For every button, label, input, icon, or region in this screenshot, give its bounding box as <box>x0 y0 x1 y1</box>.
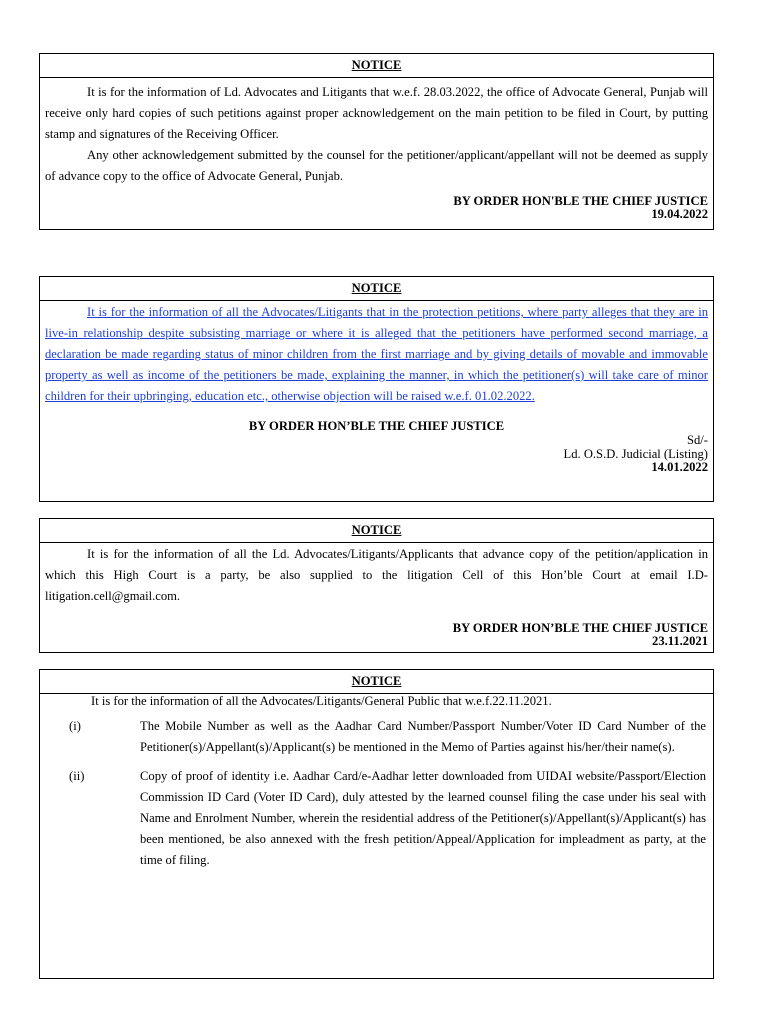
signature-sd: Sd/- <box>687 433 708 447</box>
notice-date: 14.01.2022 <box>651 460 708 474</box>
notice-paragraph-link[interactable]: It is for the information of all the Advocates/Litigants that in the protection petitions, where party alleges that they are in live-in relationship despite subsisting marriage or where it is alleged that the petitioners have performed second marriage, a declaration be made regarding status of minor children from the first marriage and by giving details of movable and immovable property as well as income of the petitioners be made, explaining the manner, in which the petitioner(s) will take care of minor children for their upbringing, education etc., otherwise objection will be raised w.e.f. 01.02.2022. <box>45 305 708 403</box>
notice-3 <box>39 518 714 653</box>
order-line: BY ORDER HON'BLE THE CHIEF JUSTICE <box>453 194 708 208</box>
notice-intro: It is for the information of all the Advocates/Litigants/General Public that w.e.f.22.11.2021. <box>91 694 552 708</box>
list-item-number: (ii) <box>69 769 85 783</box>
list-item-number: (i) <box>69 719 81 733</box>
notice-title: NOTICE <box>40 670 713 694</box>
list-item-text: The Mobile Number as well as the Aadhar Card Number/Passport Number/Voter ID Card Number of the Petitioner(s)/Appellant(s)/Applicant(s) be mentioned in the Memo of Parties against his/her/their name(s). <box>140 719 706 754</box>
notice-title: NOTICE <box>40 54 713 78</box>
notice-date: 19.04.2022 <box>651 207 708 221</box>
order-line: BY ORDER HON’BLE THE CHIEF JUSTICE <box>248 419 505 433</box>
signing-officer: Ld. O.S.D. Judicial (Listing) <box>563 447 708 461</box>
order-line: BY ORDER HON’BLE THE CHIEF JUSTICE <box>452 621 708 635</box>
list-item <box>45 716 708 758</box>
notice-1 <box>39 53 714 230</box>
notice-title: NOTICE <box>40 277 713 301</box>
notice-4 <box>39 669 714 979</box>
notice-date: 23.11.2021 <box>652 634 708 648</box>
notice-paragraph: Any other acknowledgement submitted by the counsel for the petitioner/applicant/appellant will not be deemed as supply of advance copy to the office of Advocate General, Punjab. <box>45 148 708 183</box>
list-item <box>45 766 708 871</box>
notice-2 <box>39 276 714 502</box>
notice-paragraph: It is for the information of all the Ld. Advocates/Litigants/Applicants that advance copy of the petition/application in which this High Court is a party, be also supplied to the litigation Cell of this Hon’ble Court at email I.D-litigation.cell@gmail.com. <box>45 547 708 603</box>
list-item-text: Copy of proof of identity i.e. Aadhar Card/e-Aadhar letter downloaded from UIDAI website/Passport/Election Commission ID Card (Voter ID Card), duly attested by the learned counsel filing the case under his seal with Name and Enrolment Number, wherein the residential address of the Petitioner(s)/Appellant(s)/Applicant(s) has been mentioned, be also annexed with the fresh petition/Appeal/Application for impleadment as party, at the time of filing. <box>140 769 706 867</box>
notice-paragraph: It is for the information of Ld. Advocates and Litigants that w.e.f. 28.03.2022, the office of Advocate General, Punjab will receive only hard copies of such petitions against proper acknowledgement on the main petition to be filed in Court, by putting stamp and signatures of the Receiving Officer. <box>45 85 708 141</box>
notice-title: NOTICE <box>40 519 713 543</box>
